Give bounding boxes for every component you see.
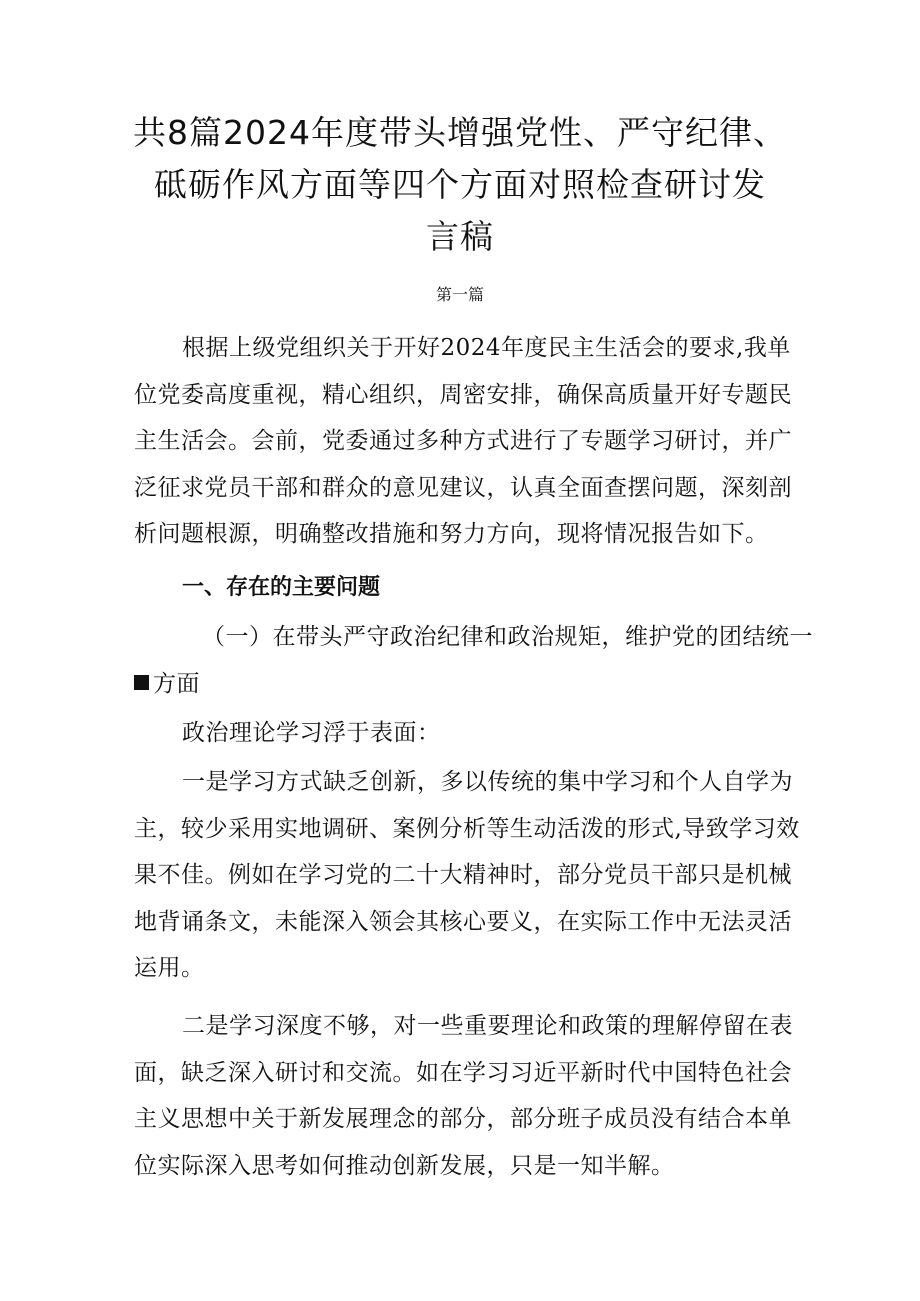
topic-label: [134, 710, 796, 757]
paragraph-line: 一是学习方式缺乏创新，多以传统的集中学习和个人自学为: [182, 769, 793, 795]
document-title: [110, 107, 810, 263]
paragraph-line: 泛征求党员干部和群众的意见建议，认真全面查摆问题，深刻剖: [134, 474, 792, 501]
section-label: 第一篇: [435, 285, 484, 304]
paragraph-line: 根据上级党组织关于开好2024年度民主生活会的要求,我单: [182, 335, 791, 361]
paragraph-line: 面，缺乏深入研讨和交流。如在学习习近平新时代中国特色社会: [134, 1059, 792, 1086]
section-heading: 一、存在的主要问题: [182, 575, 381, 600]
point-2-paragraph: [134, 1003, 796, 1189]
title-line: 砥砺作风方面等四个方面对照检查研讨发: [154, 165, 766, 204]
subheading-paragraph: [134, 614, 813, 707]
paragraph-line: 位实际深入思考如何推动创新发展，只是一知半解。: [134, 1152, 675, 1179]
paragraph-line: 主，较少采用实地调研、案例分析等生动活泼的形式,导致学习效: [134, 815, 800, 842]
paragraph-line: 析问题根源，明确整改措施和努力方向，现将情况报告如下。: [134, 521, 769, 547]
paragraph-line: 主义思想中关于新发展理念的部分，部分班子成员没有结合本单: [134, 1106, 792, 1132]
bullet-square-icon: [134, 675, 149, 690]
subheading-tail: 方面: [153, 670, 200, 697]
paragraph-line: [134, 661, 796, 708]
paragraph-line: 主生活会。会前，党委通过多种方式进行了专题学习研讨，并广: [134, 428, 792, 454]
paragraph-line: 运用。: [134, 955, 205, 981]
paragraph-line: 政治理论学习浮于表面：: [182, 720, 441, 746]
paragraph-line: 二是学习深度不够，对一些重要理论和政策的理解停留在表: [182, 1013, 793, 1039]
paragraph-line: （一）在带头严守政治纪律和政治规矩，维护党的团结统一: [202, 624, 813, 650]
intro-paragraph: [134, 325, 796, 558]
paragraph-line: 位党委高度重视，精心组织，周密安排，确保高质量开好专题民: [134, 381, 792, 408]
paragraph-line: 地背诵条文，未能深入领会其核心要义，在实际工作中无法灵活: [134, 908, 792, 935]
paragraph-line: 果不佳。例如在学习党的二十大精神时，部分党员干部只是机械: [134, 862, 792, 888]
title-line: 言稿: [426, 217, 494, 256]
title-line: 共8篇2024年度带头增强党性、严守纪律、: [133, 113, 787, 152]
point-1-paragraph: [134, 759, 800, 992]
